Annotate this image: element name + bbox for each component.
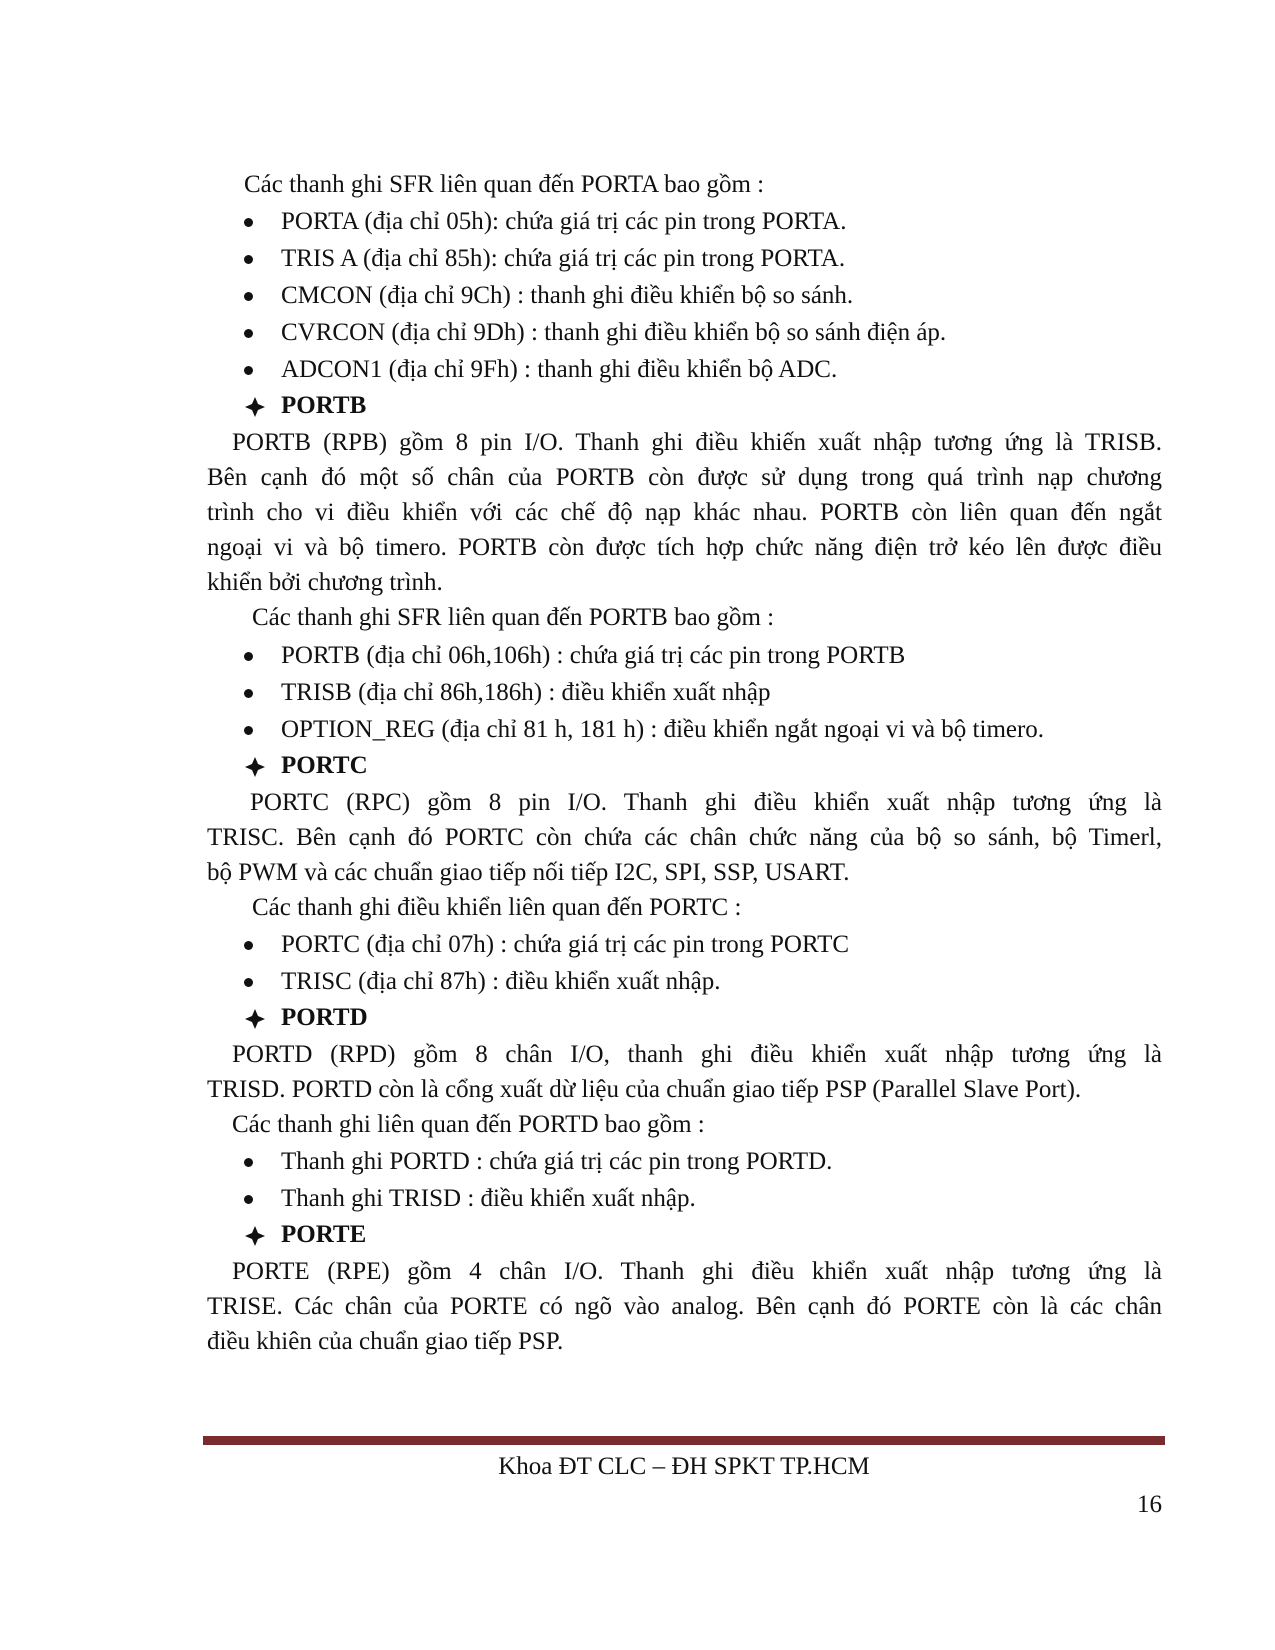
bullet-icon	[244, 726, 253, 735]
portd-para-line: PORTD (RPD) gồm 8 chân I/O, thanh ghi điều khiển xuất nhập tương ứng là	[232, 1041, 1162, 1068]
diamond-bullet-icon	[244, 1225, 266, 1247]
portb-para-line: PORTB (RPB) gồm 8 pin I/O. Thanh ghi điều khiến xuất nhập tương ứng là TRISB.	[232, 429, 1162, 456]
bullet-icon	[244, 292, 253, 301]
porte-para-line: TRISE. Các chân của PORTE có ngõ vào analog. Bên cạnh đó PORTE còn là các chân	[207, 1293, 1162, 1320]
portc-para-line: TRISC. Bên cạnh đó PORTC còn chứa các chân chức năng của bộ so sánh, bộ Timerl,	[207, 824, 1162, 851]
porte-para-line: điều khiên của chuẩn giao tiếp PSP.	[207, 1328, 564, 1355]
bullet-icon	[244, 689, 253, 698]
porte-para-line: PORTE (RPE) gồm 4 chân I/O. Thanh ghi điều khiển xuất nhập tương ứng là	[232, 1258, 1162, 1285]
diamond-bullet-icon	[244, 756, 266, 778]
bullet-icon	[244, 652, 253, 661]
portb-para-line: trình cho vi điều khiển với các chế độ nạp khác nhau. PORTB còn liên quan đến ngắt	[207, 499, 1162, 526]
bullet-icon	[244, 1158, 253, 1167]
footer-text: Khoa ĐT CLC – ĐH SPKT TP.HCM	[498, 1453, 870, 1480]
page-number: 16	[1137, 1491, 1162, 1518]
porta-regs-intro: Các thanh ghi SFR liên quan đến PORTA bao gồm :	[244, 171, 765, 198]
bullet-icon	[244, 978, 253, 987]
portb-para-line: khiển bởi chương trình.	[207, 569, 443, 596]
bullet-icon	[244, 366, 253, 375]
portc-para-line: bộ PWM và các chuẩn giao tiếp nối tiếp I2C, SPI, SSP, USART.	[207, 859, 850, 886]
portb-para-line: ngoại vi và bộ timero. PORTB còn được tích hợp chức năng điện trở kéo lên được điều	[207, 534, 1162, 561]
footer-rule	[203, 1436, 1165, 1445]
portc-regs-intro: Các thanh ghi điều khiển liên quan đến PORTC :	[252, 894, 742, 921]
portd-regs-intro: Các thanh ghi liên quan đến PORTD bao gồm :	[232, 1111, 705, 1138]
diamond-bullet-icon	[244, 1008, 266, 1030]
bullet-icon	[244, 218, 253, 227]
diamond-bullet-icon	[244, 396, 266, 418]
bullet-icon	[244, 1195, 253, 1204]
bullet-icon	[244, 255, 253, 264]
portb-para-line: Bên cạnh đó một số chân của PORTB còn được sử dụng trong quá trình nạp chương	[207, 464, 1162, 491]
bullet-icon	[244, 941, 253, 950]
portd-para-line: TRISD. PORTD còn là cổng xuất dừ liệu của chuẩn giao tiếp PSP (Parallel Slave Port).	[207, 1076, 1082, 1103]
portc-para-line: PORTC (RPC) gồm 8 pin I/O. Thanh ghi điều khiển xuất nhập tương ứng là	[250, 789, 1162, 816]
portb-regs-intro: Các thanh ghi SFR liên quan đến PORTB bao gồm :	[252, 604, 775, 631]
bullet-icon	[244, 329, 253, 338]
